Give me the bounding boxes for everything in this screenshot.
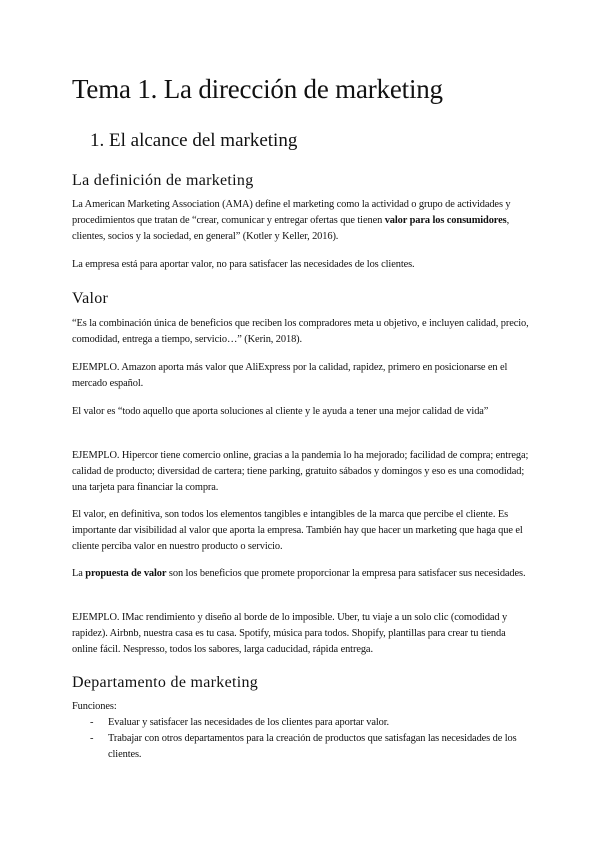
definition-paragraph: La American Marketing Association (AMA) define el marketing como la actividad o grupo de actividades y procedimientos que tratan de “crear, comunicar y entregar ofertas que tienen valor para los consumidores, clientes, socios y la sociedad, en general” (Kotler y Keller, 2016). — [72, 199, 511, 242]
bold-phrase: valor para los consumidores — [384, 215, 507, 226]
document-title: Tema 1. La dirección de marketing — [72, 74, 443, 104]
funciones-label: Funciones: — [72, 701, 117, 712]
valor-example-hipercor: EJEMPLO. Hipercor tiene comercio online, gracias a la pandemia lo ha mejorado; facilidad de compra; entrega; calidad de producto; diversidad de cartera; tiene parking, gratuito sábados y domingos y eso es una comodidad; una tarjeta para financiar la compra. — [72, 450, 529, 493]
definition-heading: La definición de marketing — [72, 172, 254, 189]
list-item: - Trabajar con otros departamentos para la creación de productos que satisfagan las necesidades de los clientes. — [90, 733, 517, 760]
valor-definition: El valor es “todo aquello que aporta soluciones al cliente y le ayuda a tener una mejor calidad de vida” — [72, 406, 489, 417]
valor-quote: “Es la combinación única de beneficios que reciben los compradores meta u objetivo, e incluyen calidad, precio, comodidad, entrega a tiempo, servicio…” (Kerin, 2018). — [72, 318, 529, 345]
valor-examples-brands: EJEMPLO. IMac rendimiento y diseño al borde de lo imposible. Uber, tu viaje a un solo clic (comodidad y rapidez). Airbnb, nuestra casa es tu casa. Spotify, música para todos. Shopify, plantillas para crear tu tienda online fácil. Nespresso, todos los sabores, larga caducidad, rápida entrega. — [72, 612, 508, 655]
departamento-heading: Departamento de marketing — [72, 674, 259, 691]
valor-summary: El valor, en definitiva, son todos los elementos tangibles e intangibles de la marca que percibe el cliente. Es importante dar visibilidad al valor que aporta la empresa. También hay que hacer un marketing que haga que el cliente perciba valor en nuestro producto o servicio. — [72, 509, 523, 552]
definition-note: La empresa está para aportar valor, no para satisfacer las necesidades de los clientes. — [72, 259, 415, 270]
valor-heading: Valor — [72, 290, 109, 307]
section-heading: 1. El alcance del marketing — [90, 130, 298, 151]
bold-phrase: propuesta de valor — [85, 568, 167, 579]
list-item: - Evaluar y satisfacer las necesidades de los clientes para aportar valor. — [72, 715, 532, 731]
list-dash: - — [90, 717, 94, 728]
valor-example-amazon: EJEMPLO. Amazon aporta más valor que AliExpress por la calidad, rapidez, primero en posicionarse en el mercado español. — [72, 362, 508, 389]
list-dash: - — [90, 733, 94, 744]
funciones-list — [72, 715, 532, 763]
propuesta-valor-paragraph: La propuesta de valor son los beneficios que promete proporcionar la empresa para satisfacer sus necesidades. — [72, 568, 526, 579]
